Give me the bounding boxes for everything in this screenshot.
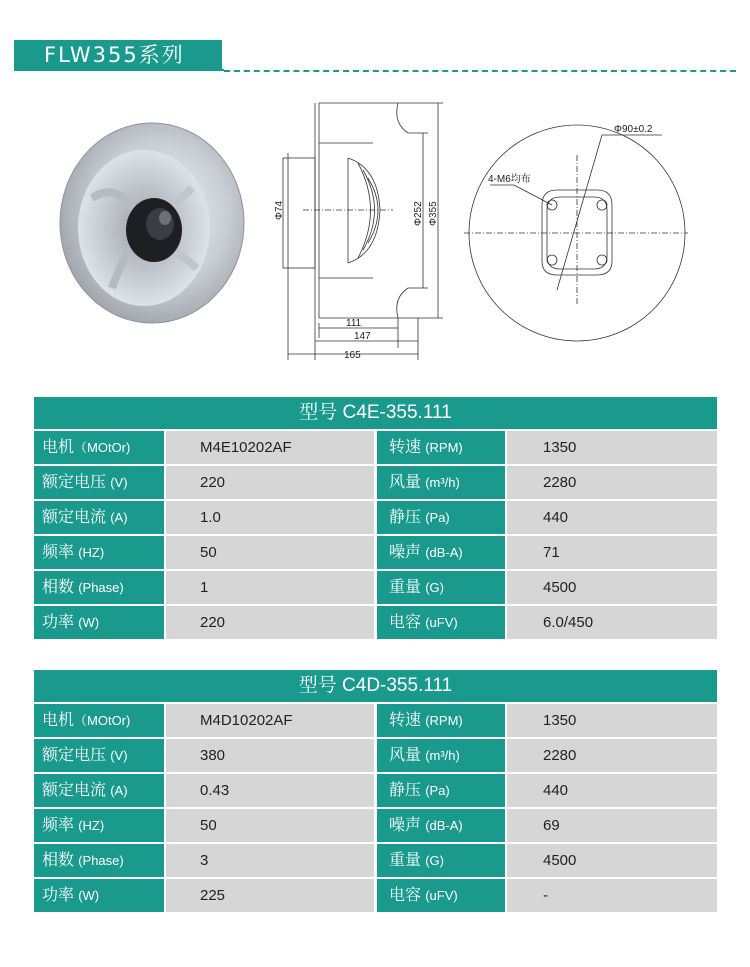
dim-phi74: Φ74: [274, 200, 285, 220]
rated-current-unit: (A): [110, 510, 128, 525]
static-pressure-label: 静压: [389, 782, 422, 799]
table-row: [34, 569, 717, 604]
speed-value: 1350: [507, 704, 717, 737]
weight-value: 4500: [507, 844, 717, 877]
rated-current-unit: (A): [110, 783, 128, 798]
rated-current-value: 0.43: [166, 774, 374, 807]
noise-label: 噪声: [389, 817, 422, 834]
phase-label: 相数: [42, 852, 75, 869]
frequency-unit: (HZ): [78, 545, 105, 560]
speed-unit: (RPM): [425, 440, 463, 455]
capacitor-unit: (uFV): [425, 615, 458, 630]
fan-product-photo: [52, 118, 252, 333]
phase-value: 3: [166, 844, 374, 877]
motor-label: 电机: [42, 712, 75, 729]
capacitor-value: -: [507, 879, 717, 912]
spec-table-title: 型号 C4D-355.111: [34, 670, 717, 702]
static-pressure-label: 静压: [389, 509, 422, 526]
dim-147: 147: [354, 331, 371, 342]
frequency-value: 50: [166, 809, 374, 842]
table-row: [34, 604, 717, 639]
frequency-label: 频率: [42, 544, 75, 561]
dim-phi252: Φ252: [413, 201, 424, 226]
spec-table-c4e: [34, 397, 717, 639]
table-row: [34, 464, 717, 499]
power-value: 220: [166, 606, 374, 639]
table-row: [34, 499, 717, 534]
rated-current-label: 额定电流: [42, 782, 107, 799]
dim-111: 111: [346, 318, 362, 329]
airflow-unit: (m³/h): [425, 748, 460, 763]
rated-current-label: 额定电流: [42, 509, 107, 526]
table-row: [34, 807, 717, 842]
frequency-value: 50: [166, 536, 374, 569]
table-row: [34, 842, 717, 877]
spec-table-title: 型号 C4E-355.111: [34, 397, 717, 429]
speed-label: 转速: [389, 439, 422, 456]
rated-voltage-unit: (V): [110, 475, 128, 490]
motor-unit: （MOtOr): [74, 713, 131, 728]
phase-unit: (Phase): [78, 580, 124, 595]
motor-label: 电机: [42, 439, 75, 456]
speed-unit: (RPM): [425, 713, 463, 728]
airflow-label: 风量: [389, 474, 422, 491]
weight-label: 重量: [389, 579, 422, 596]
speed-label: 转速: [389, 712, 422, 729]
rated-voltage-label: 额定电压: [42, 474, 107, 491]
capacitor-label: 电容: [389, 614, 422, 631]
power-value: 225: [166, 879, 374, 912]
rated-voltage-value: 220: [166, 466, 374, 499]
phase-unit: (Phase): [78, 853, 124, 868]
airflow-value: 2280: [507, 739, 717, 772]
capacitor-label: 电容: [389, 887, 422, 904]
table-row: [34, 772, 717, 807]
rated-voltage-unit: (V): [110, 748, 128, 763]
static-pressure-value: 440: [507, 501, 717, 534]
static-pressure-unit: (Pa): [425, 783, 450, 798]
table-row: [34, 702, 717, 737]
series-title: FLW355系列: [14, 40, 222, 71]
power-unit: (W): [78, 615, 100, 630]
rated-voltage-value: 380: [166, 739, 374, 772]
noise-value: 69: [507, 809, 717, 842]
noise-unit: (dB-A): [425, 818, 463, 833]
dim-165: 165: [344, 350, 361, 361]
phase-value: 1: [166, 571, 374, 604]
dim-phi90: Φ90±0.2: [614, 124, 653, 135]
fan-side-drawing: [268, 98, 453, 363]
capacitor-value: 6.0/450: [507, 606, 717, 639]
header-underline: [14, 69, 224, 71]
frequency-unit: (HZ): [78, 818, 105, 833]
power-label: 功率: [42, 887, 75, 904]
rated-voltage-label: 额定电压: [42, 747, 107, 764]
noise-label: 噪声: [389, 544, 422, 561]
weight-unit: (G): [425, 853, 444, 868]
table-row: [34, 737, 717, 772]
table-row: [34, 429, 717, 464]
noise-value: 71: [507, 536, 717, 569]
dim-phi355: Φ355: [428, 201, 439, 226]
rated-current-value: 1.0: [166, 501, 374, 534]
airflow-label: 风量: [389, 747, 422, 764]
dim-holes: 4-M6均布: [488, 174, 531, 185]
phase-label: 相数: [42, 579, 75, 596]
weight-label: 重量: [389, 852, 422, 869]
table-row: [34, 877, 717, 912]
static-pressure-unit: (Pa): [425, 510, 450, 525]
speed-value: 1350: [507, 431, 717, 464]
spec-table-c4d: [34, 670, 717, 912]
static-pressure-value: 440: [507, 774, 717, 807]
airflow-value: 2280: [507, 466, 717, 499]
airflow-unit: (m³/h): [425, 475, 460, 490]
motor-value: M4D10202AF: [166, 704, 374, 737]
table-row: [34, 534, 717, 569]
capacitor-unit: (uFV): [425, 888, 458, 903]
header-dashed-rule: [224, 70, 736, 72]
power-label: 功率: [42, 614, 75, 631]
motor-value: M4E10202AF: [166, 431, 374, 464]
fan-front-drawing: [462, 115, 690, 355]
weight-unit: (G): [425, 580, 444, 595]
motor-unit: （MOtOr): [74, 440, 131, 455]
weight-value: 4500: [507, 571, 717, 604]
noise-unit: (dB-A): [425, 545, 463, 560]
frequency-label: 频率: [42, 817, 75, 834]
power-unit: (W): [78, 888, 100, 903]
